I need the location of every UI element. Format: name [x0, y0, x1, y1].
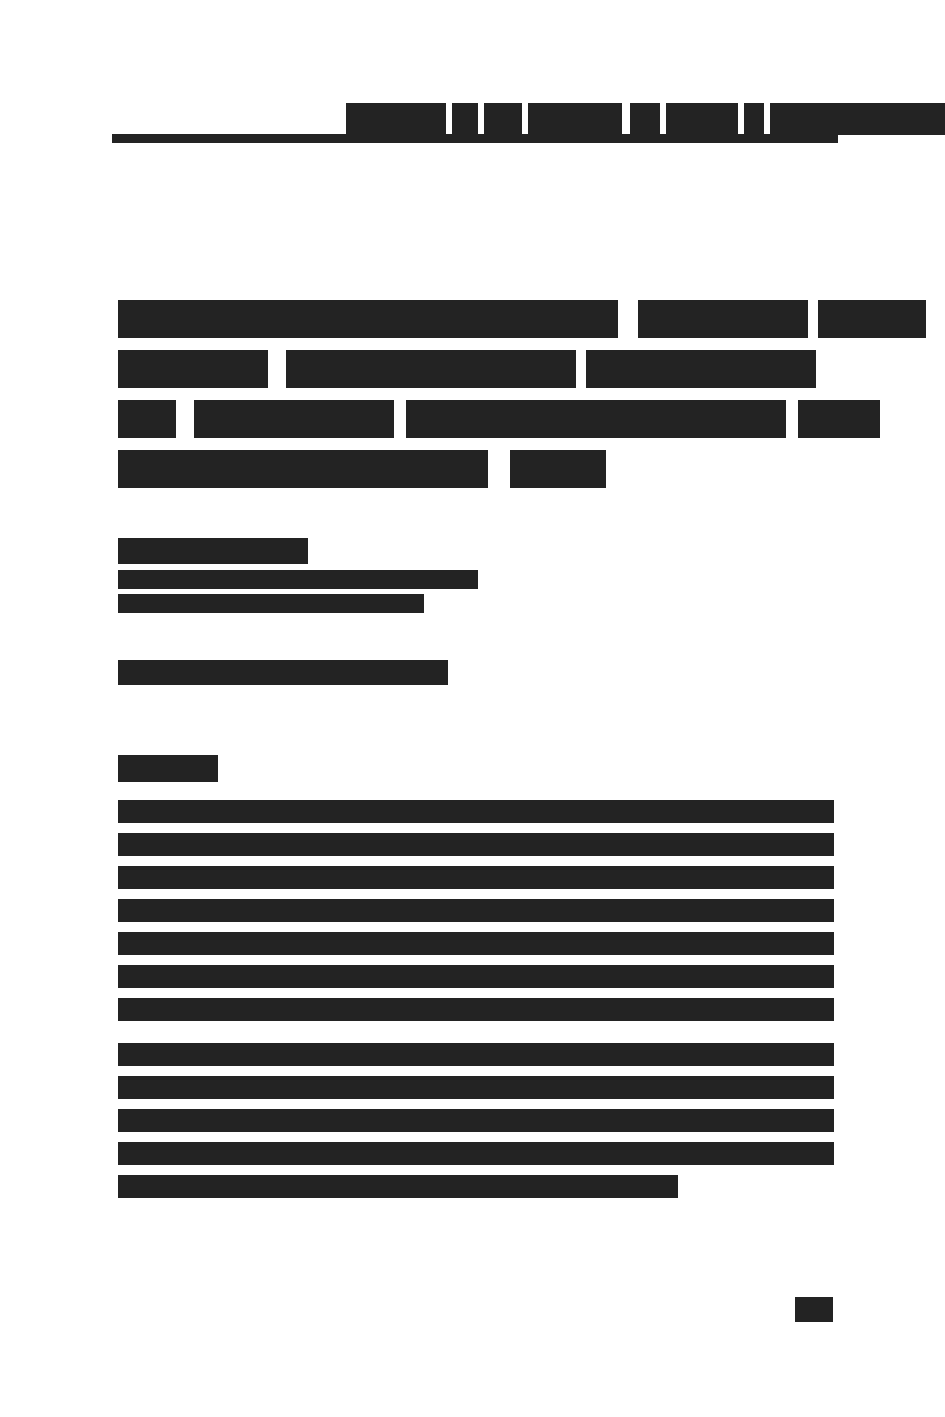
redacted-text-segment: [286, 350, 576, 388]
abstract-body: [118, 800, 834, 1208]
redacted-text-segment: [118, 350, 268, 388]
redacted-text-segment: [666, 103, 738, 135]
abstract-line: [118, 1175, 834, 1198]
redacted-text-segment: [818, 300, 926, 338]
redacted-text-segment: [118, 594, 424, 613]
redacted-text-segment: [118, 538, 308, 564]
redacted-text-segment: [118, 965, 834, 988]
page-title: [118, 300, 838, 500]
redacted-text-segment: [118, 833, 834, 856]
author-block: [118, 538, 838, 618]
paragraph-gap: [118, 1031, 834, 1043]
redacted-text-segment: [586, 350, 816, 388]
affiliation-line: [118, 594, 838, 613]
abstract-line: [118, 899, 834, 922]
redacted-text-segment: [452, 103, 478, 135]
date-line: [118, 660, 838, 685]
abstract-line: [118, 998, 834, 1021]
redacted-text-segment: [118, 1043, 834, 1066]
redacted-text-segment: [484, 103, 522, 135]
affiliation-line: [118, 570, 838, 589]
redacted-text-segment: [118, 1109, 834, 1132]
author-name-line: [118, 538, 838, 564]
redacted-text-segment: [118, 300, 618, 338]
title-line: [118, 400, 838, 438]
redacted-text-segment: [118, 1142, 834, 1165]
redacted-text-segment: [798, 400, 880, 438]
abstract-line: [118, 866, 834, 889]
redacted-text-segment: [118, 866, 834, 889]
redacted-text-segment: [770, 103, 945, 135]
redacted-text-segment: [118, 1175, 678, 1198]
redacted-text-segment: [118, 660, 448, 685]
running-header: [118, 103, 838, 135]
abstract-line: [118, 1142, 834, 1165]
date-text-row: [118, 660, 838, 685]
abstract-line: [118, 932, 834, 955]
redacted-text-segment: [118, 450, 488, 488]
abstract-line: [118, 1043, 834, 1066]
redacted-text-segment: [638, 300, 808, 338]
redacted-text-segment: [194, 400, 394, 438]
abstract-line: [118, 1076, 834, 1099]
redacted-text-segment: [528, 103, 622, 135]
redacted-text-segment: [510, 450, 606, 488]
abstract-line: [118, 1109, 834, 1132]
redacted-text-segment: [118, 400, 176, 438]
header-rule: [112, 134, 838, 143]
redacted-text-segment: [744, 103, 764, 135]
page-number: [795, 1297, 833, 1322]
redacted-text-segment: [118, 998, 834, 1021]
redacted-text-segment: [118, 932, 834, 955]
redacted-text-segment: [406, 400, 786, 438]
title-line: [118, 350, 838, 388]
redacted-text-segment: [118, 800, 834, 823]
abstract-heading: [118, 755, 218, 782]
abstract-line: [118, 965, 834, 988]
header-text-row: [118, 103, 838, 135]
redacted-text-segment: [118, 570, 478, 589]
title-line: [118, 300, 838, 338]
title-line: [118, 450, 838, 488]
abstract-line: [118, 800, 834, 823]
abstract-line: [118, 833, 834, 856]
redacted-text-segment: [118, 1076, 834, 1099]
redacted-text-segment: [346, 103, 446, 135]
redacted-text-segment: [630, 103, 660, 135]
redacted-text-segment: [118, 899, 834, 922]
